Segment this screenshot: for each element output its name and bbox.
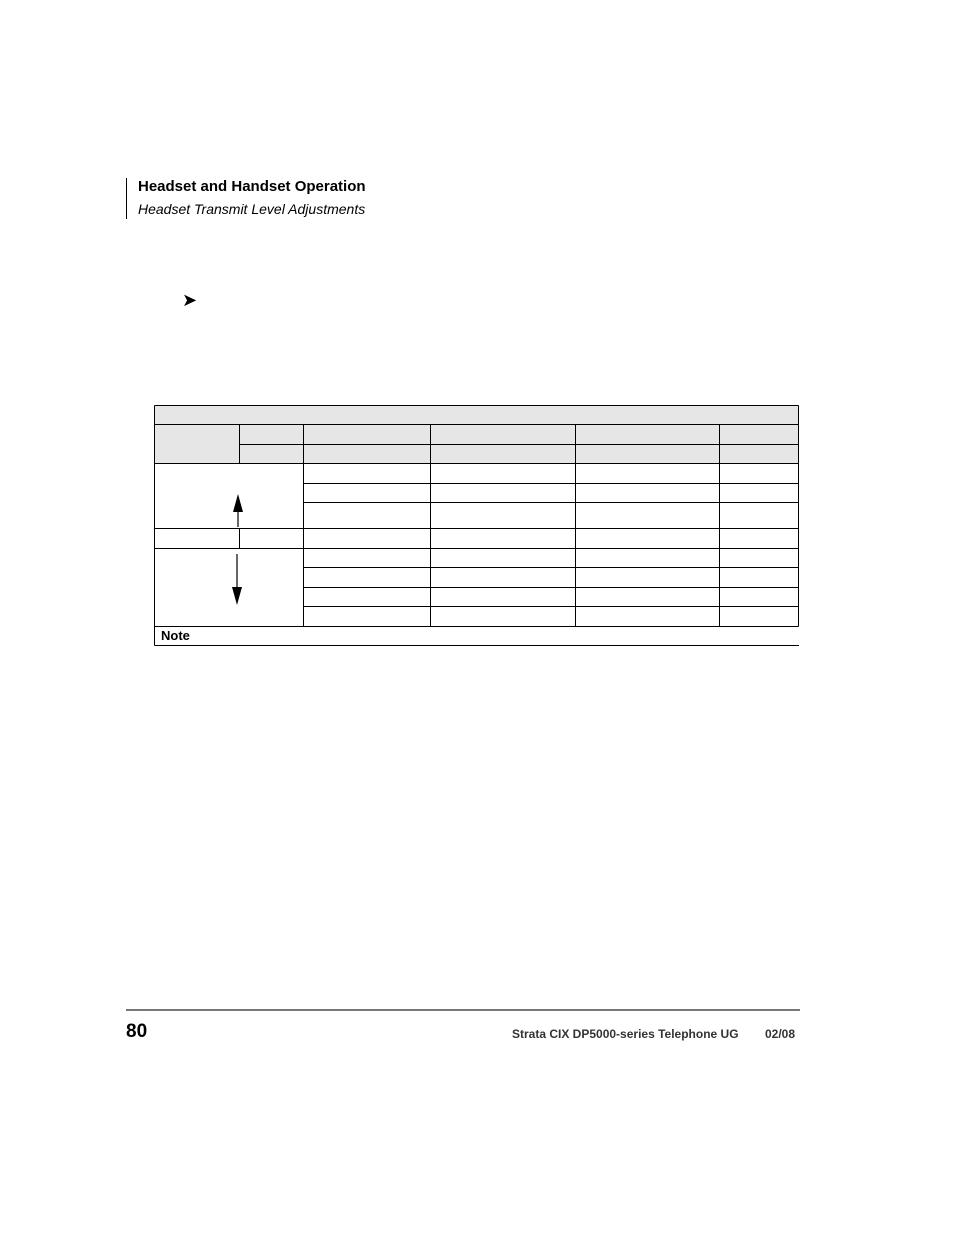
table-grid [154, 405, 799, 646]
table-header-cell [155, 425, 240, 464]
section-title: Headset and Handset Operation [138, 178, 366, 195]
transmit-level-table [154, 405, 799, 646]
footer-date: 02/08 [765, 1027, 796, 1041]
up-arrow-icon [233, 494, 243, 527]
page-number: 80 [126, 1021, 148, 1042]
footer-document-title: Strata CIX DP5000-series Telephone UG [512, 1027, 739, 1041]
arrowhead-bullet-icon: ➤ [182, 290, 198, 310]
down-arrow-icon [232, 554, 242, 605]
table-note-label: Note [161, 628, 190, 643]
header-rule [126, 178, 127, 219]
footer-rule [126, 1009, 800, 1011]
section-subtitle: Headset Transmit Level Adjustments [138, 201, 366, 217]
table-title-row [155, 406, 799, 425]
